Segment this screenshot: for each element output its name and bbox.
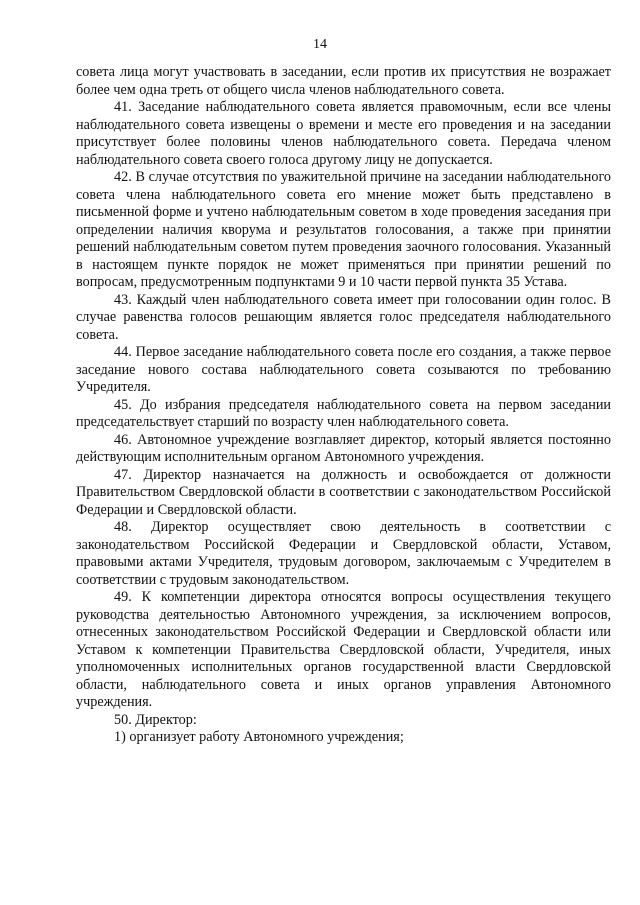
paragraph-41: 41. Заседание наблюдательного совета является правомочным, если все члены наблюдательного совета извещены о времени и месте его проведения и на заседании присутствует более половины членов наблюдательного совета. Передача членом наблюдательного совета своего голоса другому лицу не допускается. bbox=[76, 99, 611, 168]
paragraph-47: 47. Директор назначается на должность и освобождается от должности Правительством Свердловской области в соответствии с законодательством Российской Федерации и Свердловской области. bbox=[76, 466, 611, 518]
paragraph-49: 49. К компетенции директора относятся вопросы осуществления текущего руководства деятельностью Автономного учреждения, за исключением вопросов, отнесенных законодательством Российской Федерации и Свердловской области или Уставом к компетенции Правительства Свердловской области, Учредителя, иных уполномоченных исполнительных органов государственной власти Свердловской области, наблюдательного совета и иных органов управления Автономного учреждения. bbox=[76, 589, 611, 710]
paragraph-44: 44. Первое заседание наблюдательного совета после его создания, а также первое заседание нового состава наблюдательного совета созываются по требованию Учредителя. bbox=[76, 344, 611, 395]
paragraph-46: 46. Автономное учреждение возглавляет директор, который является постоянно действующим исполнительным органом Автономного учреждения. bbox=[76, 431, 611, 465]
document-body bbox=[76, 64, 611, 747]
paragraph-48: 48. Директор осуществляет свою деятельность в соответствии с законодательством Российской Федерации и Свердловской области, Уставом, правовыми актами Учредителя, трудовым договором, заключаемым с Учредителем в соответствии с трудовым законодательством. bbox=[76, 519, 611, 588]
paragraph-42: 42. В случае отсутствия по уважительной причине на заседании наблюдательного совета члена наблюдательного совета его мнение может быть представлено в письменной форме и учтено наблюдательным советом в ходе проведения заседания при определении наличия кворума и результатов голосования, а также при принятии решений наблюдательным советом путем проведения заочного голосования. Указанный в настоящем пункте порядок не может применяться при принятии решений по вопросам, предусмотренным подпунктами 9 и 10 части первой пункта 35 Устава. bbox=[76, 169, 611, 290]
paragraph-continuation: совета лица могут участвовать в заседании, если против их присутствия не возражает более чем одна треть от общего числа членов наблюдательного совета. bbox=[76, 64, 611, 98]
paragraph-50: 50. Директор: bbox=[114, 711, 197, 728]
paragraph-45: 45. До избрания председателя наблюдательного совета на первом заседании председательствует старший по возрасту член наблюдательного совета. bbox=[76, 396, 611, 430]
paragraph-43: 43. Каждый член наблюдательного совета имеет при голосовании один голос. В случае равенства голосов решающим является голос председателя наблюдательного совета. bbox=[76, 291, 611, 343]
page-number: 14 bbox=[313, 37, 327, 52]
subparagraph-50-1: 1) организует работу Автономного учреждения; bbox=[114, 729, 404, 745]
